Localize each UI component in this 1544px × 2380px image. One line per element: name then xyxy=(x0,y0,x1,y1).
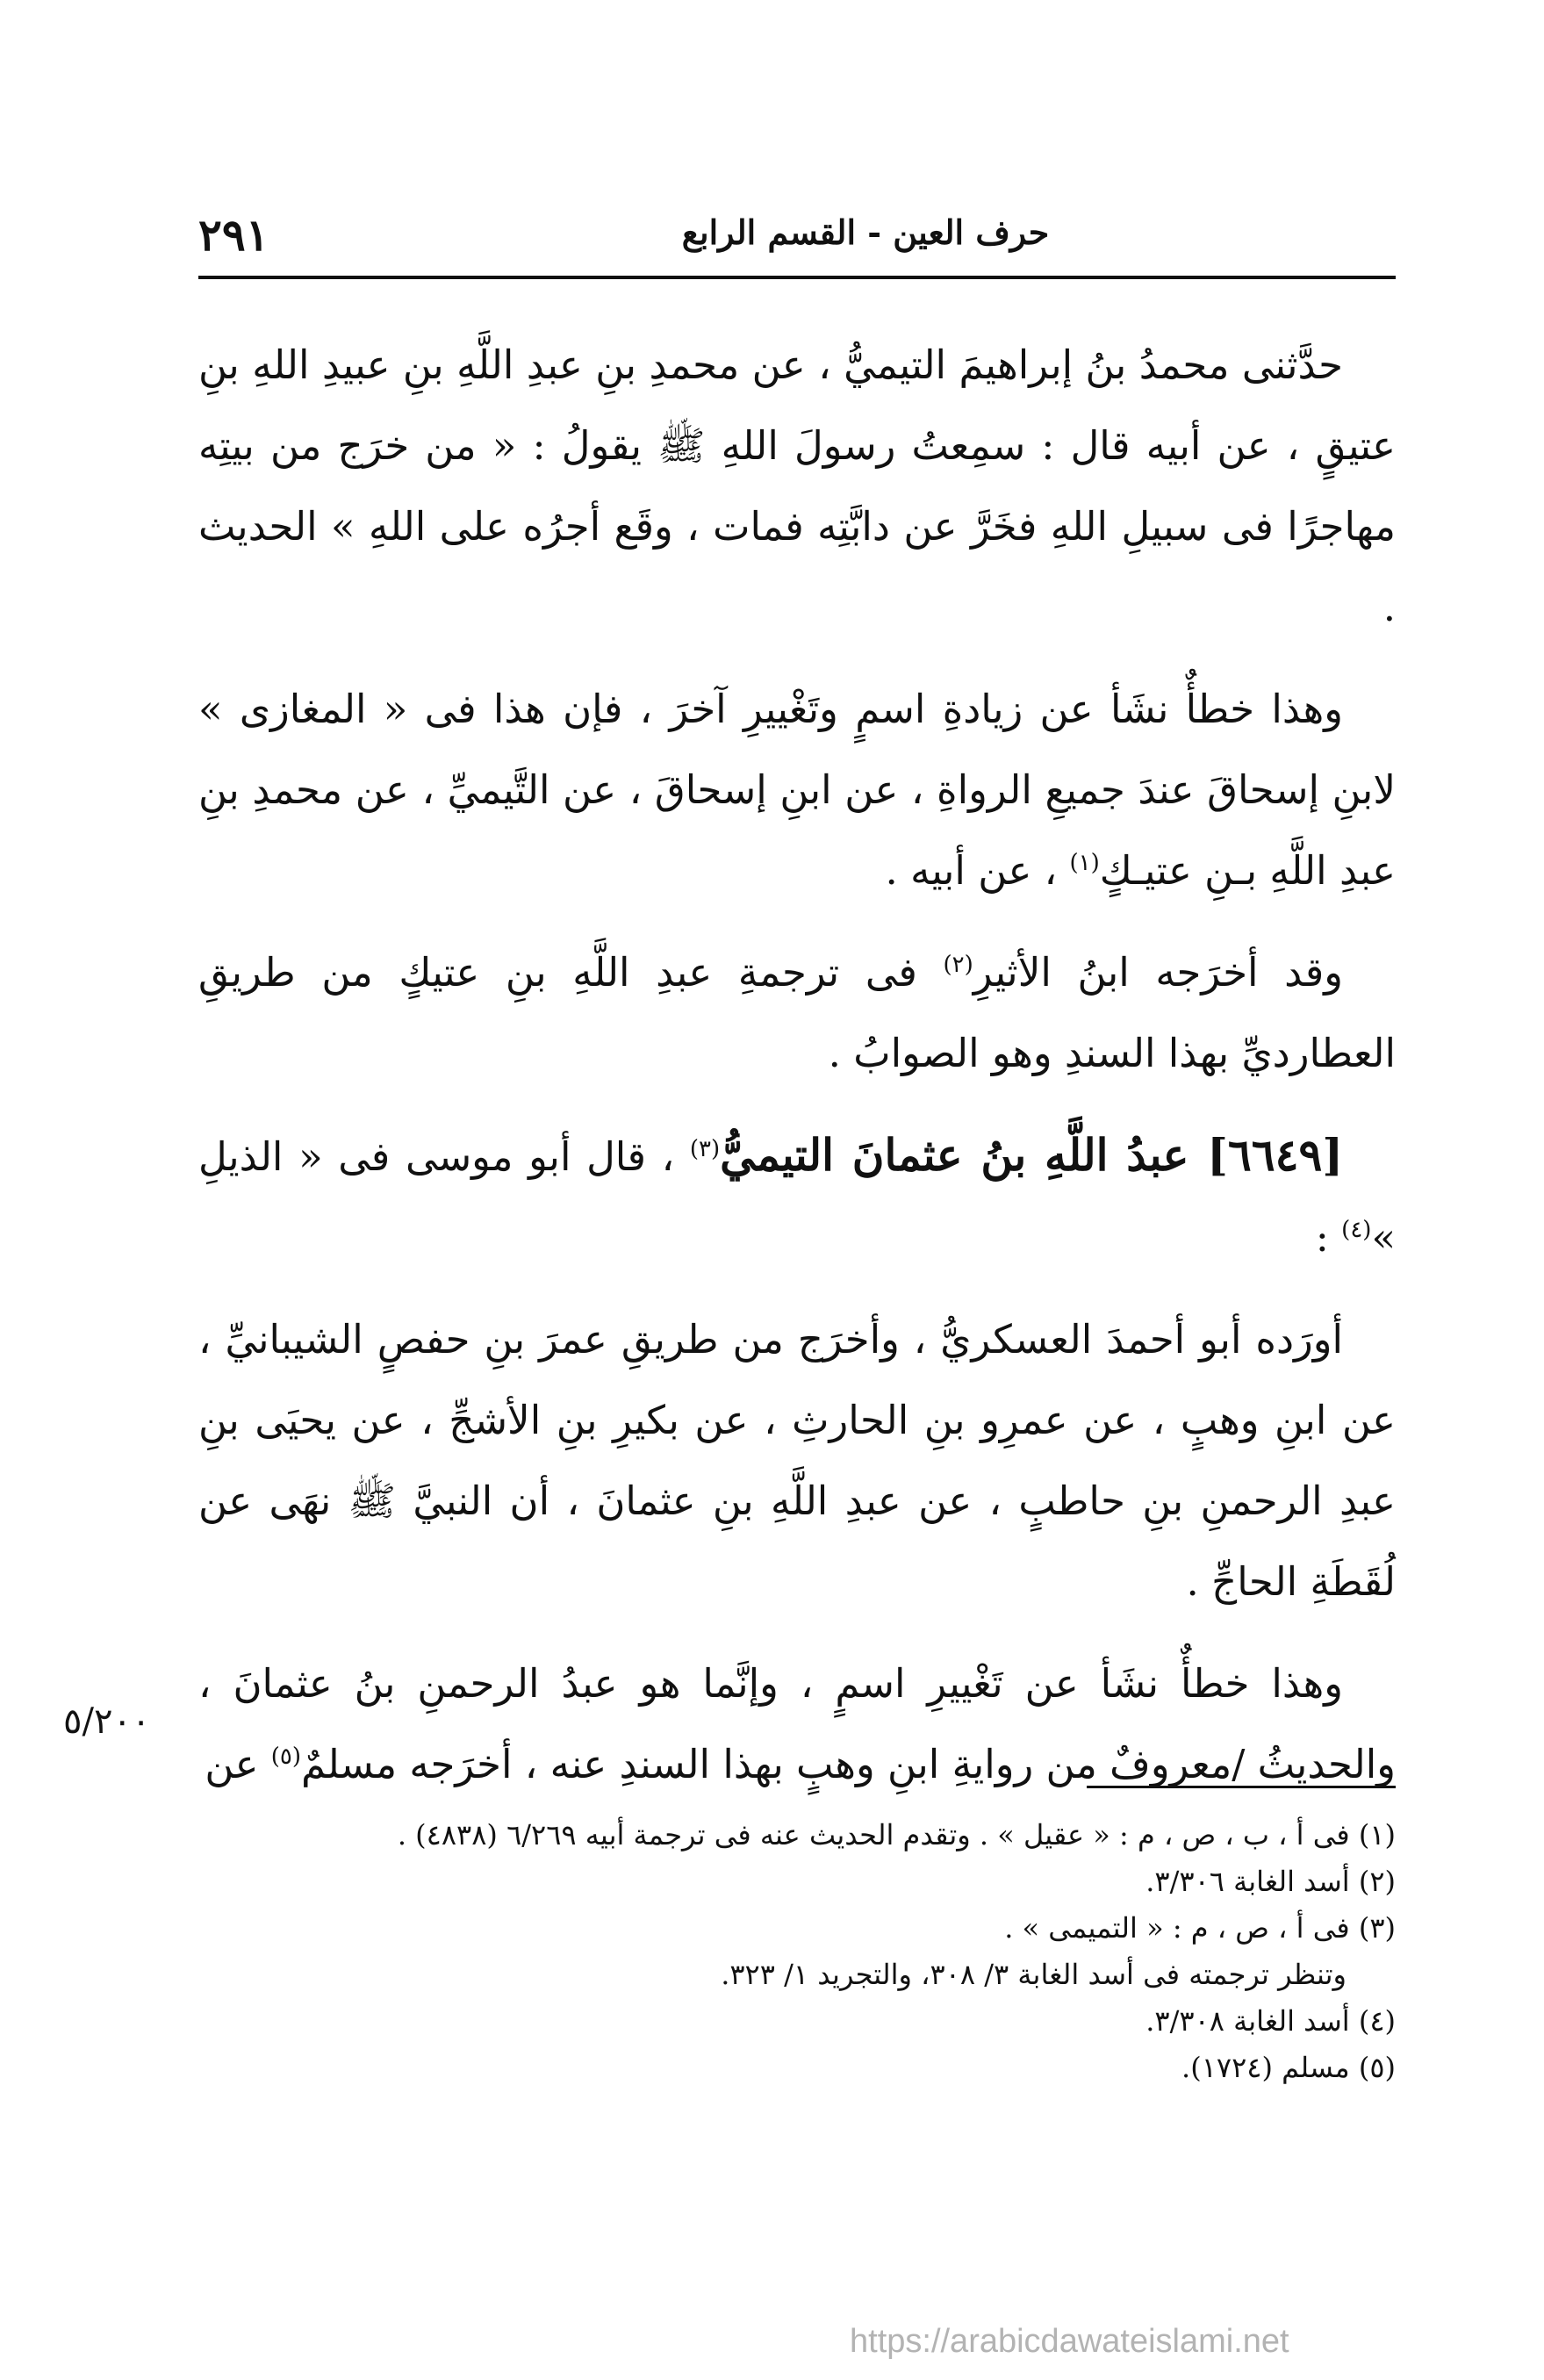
footnotes xyxy=(198,1812,1396,2091)
footnote-3-continuation: وتنظر ترجمته فى أسد الغابة ٣/ ٣٠٨، والتجريد ١/ ٣٢٣. xyxy=(721,1958,1347,1991)
paragraph-5-text-a: وهذا خطأٌ نشَأ عن تَغْييرِ اسمٍ ، وإنَّما هو عبدُ الرحمنِ بنُ عثمانَ ، والحديثُ /معروفٌ من روايةِ ابنِ وهبٍ بهذا السندِ عنه ، أخرَجه مسلمٌ xyxy=(198,1660,1396,1787)
footnote-ref-1: (١) xyxy=(1069,850,1100,876)
footnote-5: (٥) مسلم (١٧٢٤). xyxy=(1181,2051,1396,2084)
footnote-4: (٤) أسد الغابة ٣/٣٠٨. xyxy=(1145,2004,1396,2038)
entry-heading xyxy=(198,1115,1396,1278)
paragraph-3-text-b: فى ترجمةِ عبدِ اللَّهِ بنِ عتيكٍ من طريقِ العطارديِّ بهذا السندِ وهو الصوابُ . xyxy=(198,949,1396,1076)
paragraph-3 xyxy=(198,932,1396,1094)
footnote-ref-3: (٣) xyxy=(689,1136,721,1162)
footnote-1: (١) فى أ ، ب ، ص ، م : « عقيل » . وتقدم الحديث عنه فى ترجمة أبيه ٦/٢٦٩ (٤٨٣٨) . xyxy=(397,1818,1396,1852)
watermark-url: https://arabicdawateislami.net xyxy=(850,2323,1289,2360)
margin-reference: ٥/٢٠٠ xyxy=(63,1701,151,1742)
entry-title: [٦٦٤٩] عبدُ اللَّهِ بنُ عثمانَ التيميُّ xyxy=(720,1129,1343,1181)
footnote-ref-2: (٢) xyxy=(943,952,973,978)
main-text xyxy=(198,325,1396,1826)
running-title: حرف العين - القسم الرابع xyxy=(681,212,1050,252)
paragraph-2 xyxy=(198,669,1396,911)
paragraph-2-text-a: وهذا خطأٌ نشَأ عن زيادةِ اسمٍ وتَغْييرِ آخرَ ، فإن هذا فى « المغازى » لابنِ إسحاقَ عندَ جميعِ الرواةِ ، عن ابنِ إسحاقَ ، عن التَّيميِّ ، عن محمدِ بنِ عبدِ اللَّهِ بـنِ عتيـكٍ xyxy=(198,686,1396,894)
footnote-3: (٣) فى أ ، ص ، م : « التميمى » . xyxy=(1004,1911,1396,1945)
header-rule xyxy=(198,276,1396,279)
paragraph-4: أورَده أبو أحمدَ العسكريُّ ، وأخرَج من طريقِ عمرَ بنِ حفصٍ الشيبانيِّ ، عن ابنِ وهبٍ ، عن عمرِو بنِ الحارثِ ، عن بكيرِ بنِ الأشجِّ ، عن يحيَى بنِ عبدِ الرحمنِ بنِ حاطبٍ ، عن عبدِ اللَّهِ بنِ عثمانَ ، أن النبيَّ ﷺ نهَى عن لُقَطَةِ الحاجِّ . xyxy=(198,1316,1396,1605)
footnote-2: (٢) أسد الغابة ٣/٣٠٦. xyxy=(1145,1865,1396,1898)
footnote-ref-5: (٥) xyxy=(270,1744,302,1770)
paragraph-5-text-b: عن xyxy=(205,1741,271,1787)
page-number: ٢٩١ xyxy=(198,209,269,261)
paragraph-3-text-a: وقد أخرَجه ابنُ الأثيرِ xyxy=(973,949,1344,996)
footnote-ref-4: (٤) xyxy=(1341,1217,1372,1243)
paragraph-5 xyxy=(198,1643,1396,1805)
entry-heading-text: ، قال أبو موسى فى « الذيلِ » xyxy=(198,1133,1396,1261)
entry-heading-end: : xyxy=(1315,1214,1342,1261)
paragraph-1: حدَّثنى محمدُ بنُ إبراهيمَ التيميُّ ، عن محمدِ بنِ عبدِ اللَّهِ بنِ عبيدِ اللهِ بنِ عتيقٍ ، عن أبيه قال : سمِعتُ رسولَ اللهِ ﷺ يقولُ : « من خرَج من بيتِه مهاجرًا فى سبيلِ اللهِ فخَرَّ عن دابَّتِه فمات ، وقَع أجرُه على اللهِ » الحديث . xyxy=(198,342,1396,630)
page-header xyxy=(198,209,1396,262)
paragraph-2-text-b: ، عن أبيه . xyxy=(885,847,1070,894)
footnote-rule xyxy=(1087,1786,1396,1788)
